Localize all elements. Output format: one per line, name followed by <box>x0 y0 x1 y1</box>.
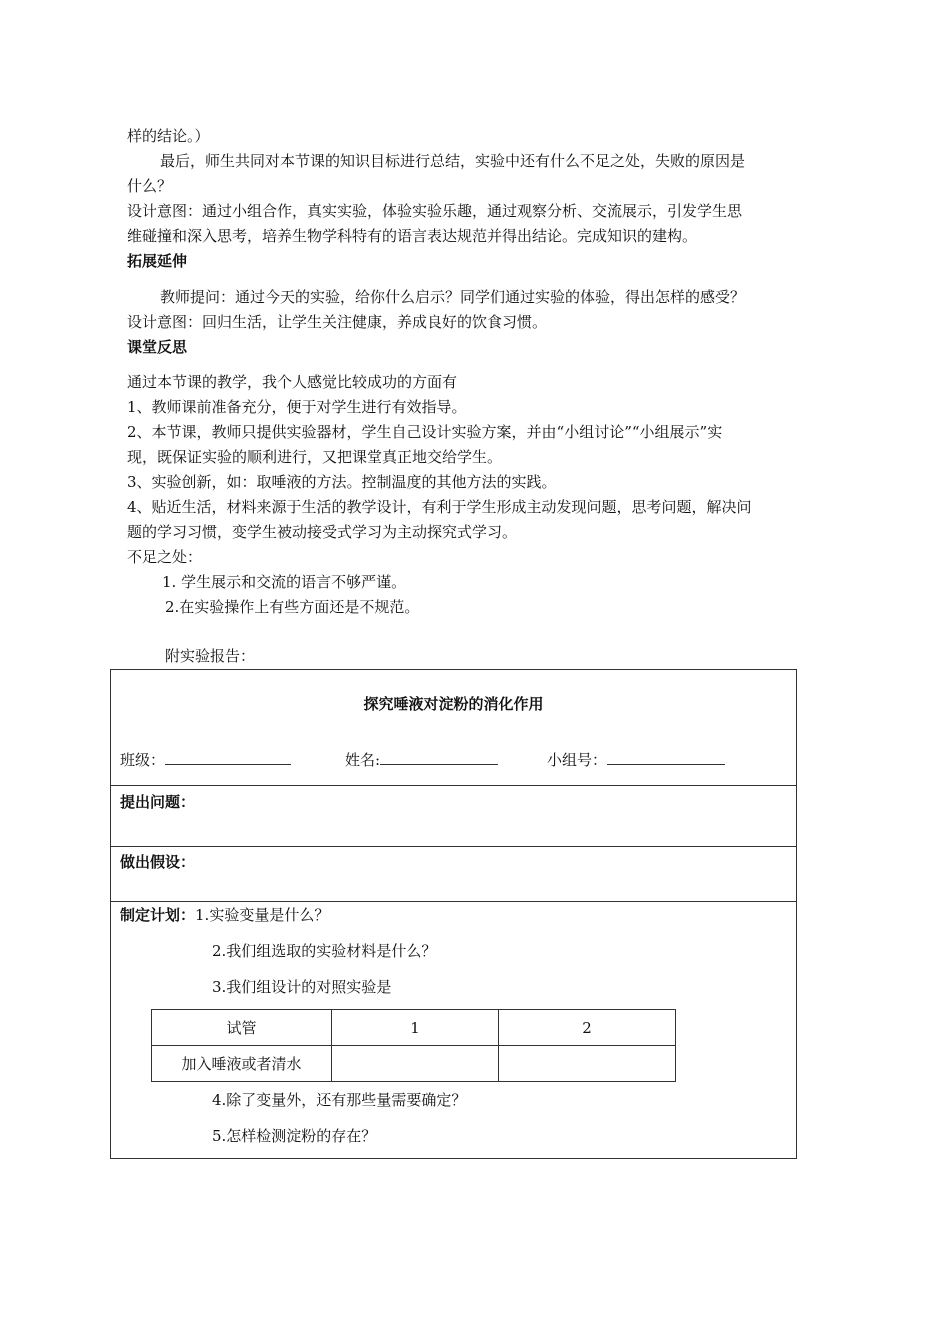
plan-item-4: 4.除了变量外，还有那些量需要确定？ <box>212 1091 467 1109</box>
paragraph-line: 1、教师课前准备充分，便于对学生进行有效指导。 <box>127 398 467 416</box>
paragraph-line: 2、本节课，教师只提供实验器材，学生自己设计实验方案，并由“小组讨论”“小组展示”实 <box>127 423 723 441</box>
section-heading-reflection: 课堂反思 <box>127 338 188 356</box>
group-label: 小组号： <box>547 751 608 769</box>
appendix-label: 附实验报告： <box>165 647 256 665</box>
section-heading-extension: 拓展延伸 <box>127 252 188 270</box>
question-label: 提出问题： <box>120 793 196 811</box>
paragraph-line: 题的学习习惯，变学生被动接受式学习为主动探究式学习。 <box>127 523 518 541</box>
plan-item-2: 2.我们组选取的实验材料是什么？ <box>212 942 437 960</box>
paragraph-line: 维碰撞和深入思考，培养生物学科特有的语言表达规范并得出结论。完成知识的建构。 <box>127 227 698 245</box>
control-experiment-table <box>151 1009 676 1082</box>
table-cell: 1 <box>332 1010 499 1046</box>
paragraph-line: 设计意图：通过小组合作，真实实验，体验实验乐趣，通过观察分析、交流展示，引发学生思 <box>127 202 743 220</box>
table-cell: 加入唾液或者清水 <box>152 1046 332 1082</box>
question-section[interactable] <box>111 786 796 847</box>
list-item: 1. 学生展示和交流的语言不够严谨。 <box>162 573 407 591</box>
table-cell-input[interactable] <box>499 1046 676 1082</box>
plan-item-3: 3.我们组设计的对照实验是 <box>212 978 392 996</box>
hypothesis-section[interactable] <box>111 847 796 902</box>
paragraph-line: 什么？ <box>127 177 173 195</box>
paragraph-line: 现，既保证实验的顺利进行，又把课堂真正地交给学生。 <box>127 448 503 466</box>
table-row <box>152 1010 676 1046</box>
paragraph-line: 4、贴近生活，材料来源于生活的教学设计，有利于学生形成主动发现问题，思考问题，解决问 <box>127 498 752 516</box>
plan-label: 制定计划： <box>120 906 196 924</box>
experiment-report-form <box>110 669 797 1159</box>
class-blank[interactable] <box>165 750 291 765</box>
plan-item-1: 1.实验变量是什么？ <box>195 906 330 924</box>
class-field[interactable] <box>120 750 291 770</box>
table-row <box>152 1046 676 1082</box>
name-blank[interactable] <box>380 750 498 765</box>
paragraph-line: 设计意图：回归生活，让学生关注健康，养成良好的饮食习惯。 <box>127 313 548 331</box>
paragraph-line: 3、实验创新，如：取唾液的方法。控制温度的其他方法的实践。 <box>127 473 557 491</box>
paragraph-line: 教师提问：通过今天的实验，给你什么启示？同学们通过实验的体验，得出怎样的感受？ <box>160 288 746 306</box>
list-item: 2.在实验操作上有些方面还是不规范。 <box>165 598 420 616</box>
group-field[interactable] <box>547 750 725 770</box>
group-blank[interactable] <box>607 750 725 765</box>
plan-item-5: 5.怎样检测淀粉的存在？ <box>212 1127 377 1145</box>
name-label: 姓名: <box>345 751 381 769</box>
table-cell-input[interactable] <box>332 1046 499 1082</box>
report-header-section <box>111 670 796 786</box>
class-label: 班级： <box>120 751 166 769</box>
hypothesis-label: 做出假设： <box>120 853 196 871</box>
paragraph-line: 通过本节课的教学，我个人感觉比较成功的方面有 <box>127 373 458 391</box>
plan-section <box>111 902 796 1158</box>
paragraph-line: 样的结论。） <box>127 127 210 145</box>
table-cell: 试管 <box>152 1010 332 1046</box>
table-cell: 2 <box>499 1010 676 1046</box>
paragraph-line: 不足之处： <box>127 548 203 566</box>
plan-row-1 <box>120 905 329 925</box>
name-field[interactable] <box>345 750 498 770</box>
paragraph-line: 最后，师生共同对本节课的知识目标进行总结，实验中还有什么不足之处，失败的原因是 <box>160 152 746 170</box>
report-title: 探究唾液对淀粉的消化作用 <box>363 695 544 713</box>
